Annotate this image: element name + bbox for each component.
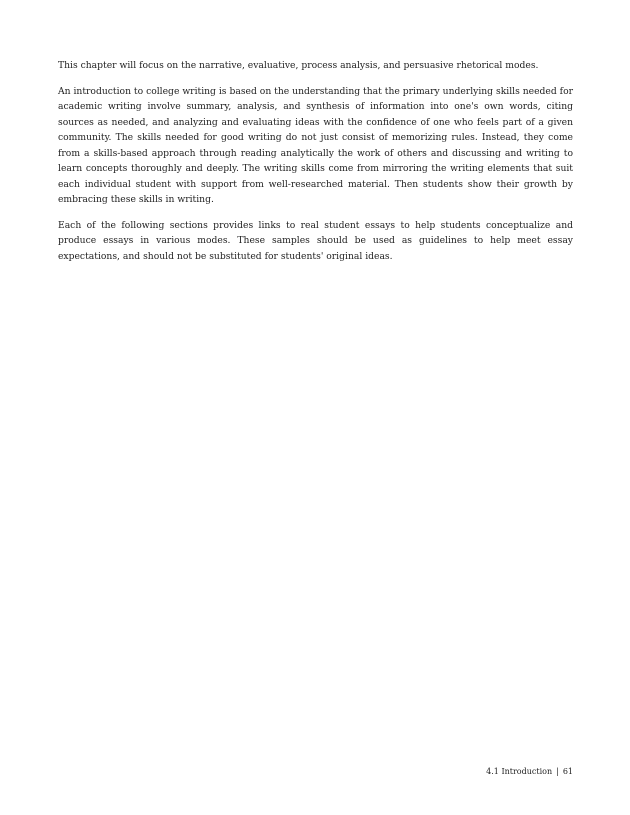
- paragraph-student-essays: Each of the following sections provides links to real student essays to help students conceptualize and produce essays in various modes. These samples should be used as guidelines to help meet essay expectations, and should not be substituted for students' original ideas.: [58, 219, 573, 262]
- page-number: 61: [562, 767, 573, 776]
- footer-separator: |: [556, 767, 559, 776]
- footer-section-title: 4.1 Introduction: [486, 767, 553, 776]
- paragraph-college-writing: An introduction to college writing is based on the understanding that the primary underlying skills needed for academic writing involve summary, analysis, and synthesis of information into one's own words, citing sources as needed, and analyzing and evaluating ideas with the confidence of one who feels part of a given community. The skills needed for good writing do not just consist of memorizing rules. Instead, they come from a skills-based approach through reading analytically the work of others and discussing and writing to learn concepts thoroughly and deeply. The writing skills come from mirroring the writing elements that suit each individual student with support from well-researched material. Then students show their growth by embracing these skills in writing.: [58, 85, 573, 205]
- page-footer: [486, 767, 573, 776]
- page-body: [58, 58, 573, 274]
- paragraph-chapter-focus: This chapter will focus on the narrative, evaluative, process analysis, and persuasive rhetorical modes.: [58, 60, 539, 71]
